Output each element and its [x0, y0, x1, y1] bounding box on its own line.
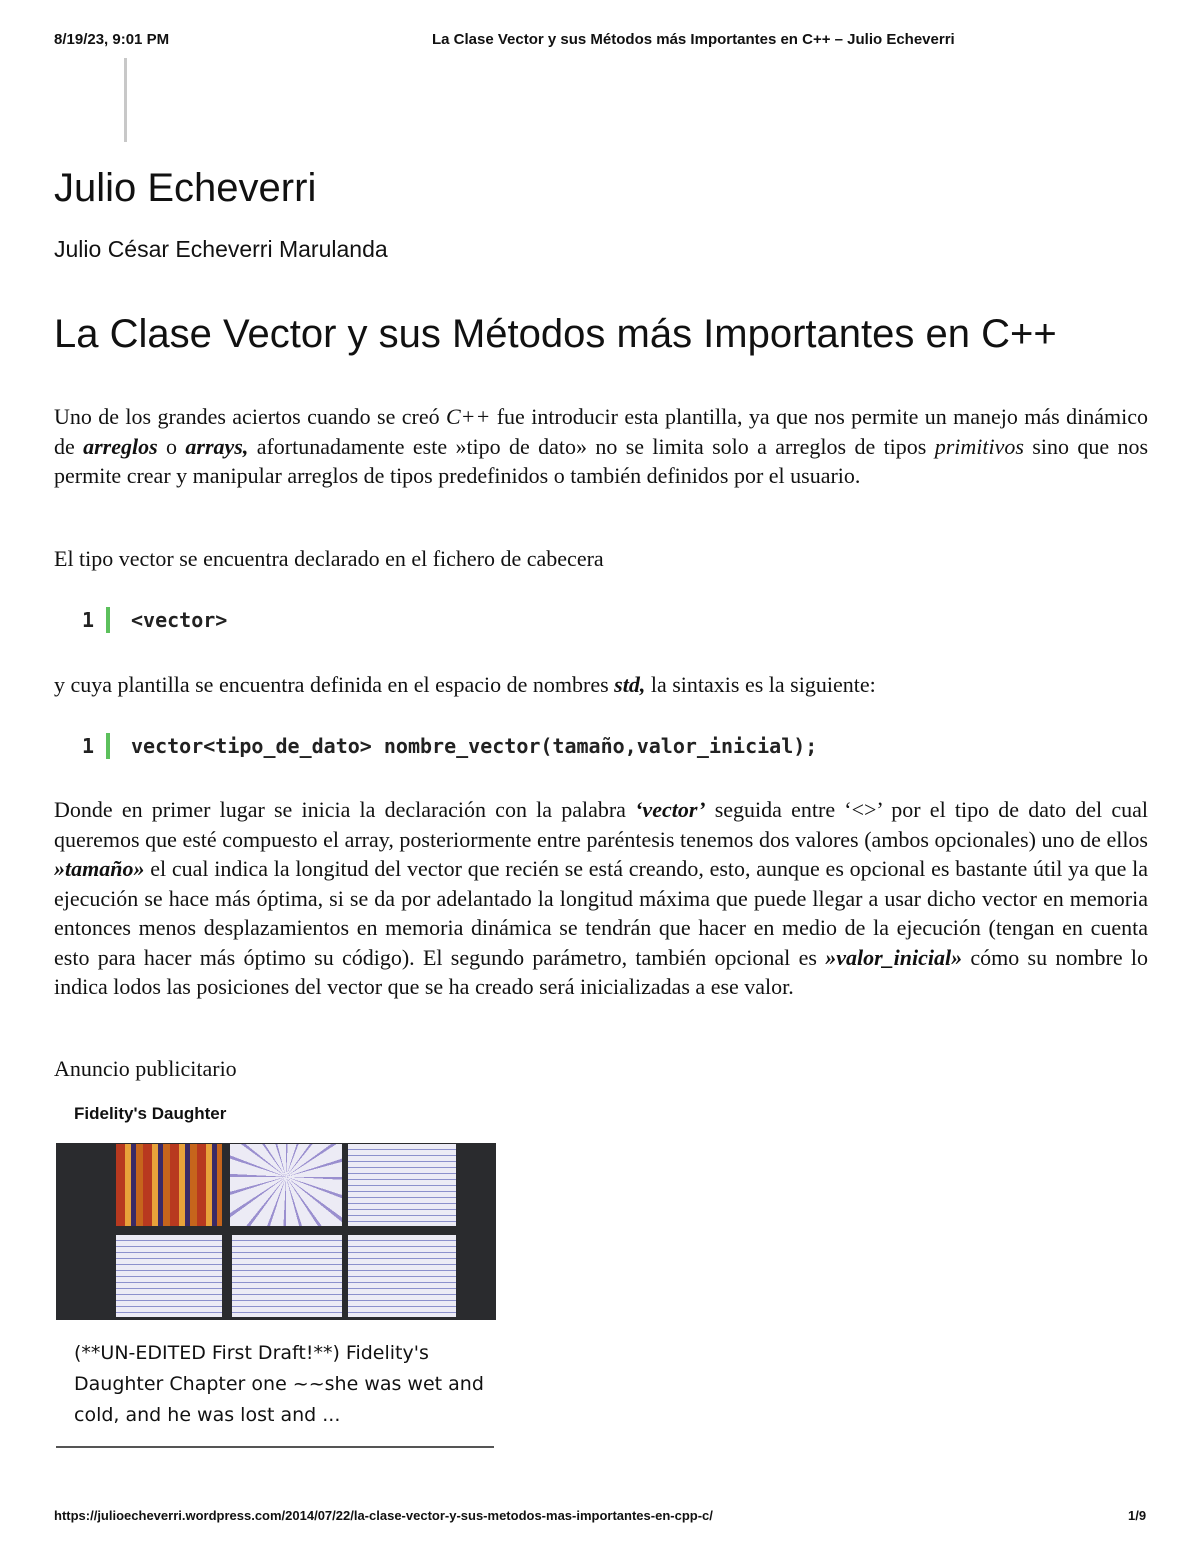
post-title: La Clase Vector y sus Métodos más Importantes en C++	[54, 312, 1057, 356]
p3-text-c: la sintaxis es la siguiente:	[645, 672, 876, 697]
p4-tamano: »tamaño»	[54, 856, 145, 881]
code-line-number: 1	[81, 608, 94, 632]
p1-text-c: fue introducir esta plantilla, ya que nos permite un manejo más dinámico de	[54, 404, 1148, 459]
ad-label: Anuncio publicitario	[54, 1056, 237, 1081]
p1-text-a: Uno de los grandes aciertos cuando se creó	[54, 404, 446, 429]
p1-primitivos: primitivos	[934, 433, 1024, 459]
print-footer-url: https://julioecheverri.wordpress.com/2014/07/22/la-clase-vector-y-sus-metodos-mas-importantes-en-cpp-c/	[54, 1508, 713, 1523]
p3-std: std,	[614, 672, 646, 697]
code-text: <vector>	[131, 608, 228, 632]
p4-vector: ‘vector’	[635, 797, 706, 822]
print-header-datetime: 8/19/23, 9:01 PM	[54, 31, 170, 48]
code-line-number: 1	[81, 734, 94, 758]
code-gutter-bar	[106, 733, 110, 759]
manuscript-tile	[116, 1235, 222, 1317]
p1-arreglos: arreglos	[83, 433, 158, 459]
ad-image[interactable]	[56, 1143, 496, 1320]
code-text: vector<tipo_de_dato> nombre_vector(tamaño,valor_inicial);	[131, 734, 818, 758]
p4-text-c: seguida entre ‘<>’ por el tipo de dato del cual queremos que esté compuesto el array, posteriormente entre paréntesis tenemos dos valores (ambos opcionales) uno de ellos	[54, 797, 1148, 852]
print-header-page-title: La Clase Vector y sus Métodos más Importantes en C++ – Julio Echeverri	[432, 31, 955, 48]
site-title[interactable]: Julio Echeverri	[54, 166, 317, 210]
ad-caption-line: Daughter Chapter one ~~she was wet and	[74, 1373, 484, 1395]
manuscript-tile	[348, 1235, 456, 1317]
p1-text-i: sino que nos permite crear y manipular arreglos de tipos predefinidos o también definidos por el usuario.	[54, 433, 1149, 488]
p3-text-a: y cuya plantilla se encuentra definida en el espacio de nombres	[54, 672, 615, 697]
p4-valor-inicial: »valor_inicial»	[825, 944, 963, 970]
p1-text-e: o	[157, 433, 186, 459]
paragraph-explanation	[54, 795, 1148, 1002]
code-gutter-bar	[106, 607, 110, 633]
manuscript-tile	[230, 1144, 342, 1226]
ad-title[interactable]: Fidelity's Daughter	[74, 1104, 227, 1123]
manuscript-tile	[232, 1235, 342, 1317]
p4-text-g: cómo su nombre lo indica lodos las posiciones del vector que se ha creado será inicializadas a ese valor.	[54, 944, 1148, 999]
manuscript-tile	[348, 1144, 456, 1226]
site-tagline: Julio César Echeverri Marulanda	[54, 236, 388, 262]
header-divider	[124, 58, 127, 142]
code-block-include	[76, 607, 227, 633]
ad-caption-line: cold, and he was lost and ...	[74, 1404, 341, 1426]
paragraph-intro	[54, 402, 1148, 491]
paragraph-syntax	[54, 670, 1148, 700]
p1-text-g: afortunadamente este »tipo de dato» no se limita solo a arreglos de tipos	[248, 433, 935, 459]
code-block-syntax	[76, 733, 817, 759]
ad-divider	[56, 1446, 494, 1448]
p1-cpp: C++	[445, 404, 491, 429]
p1-arrays: arrays,	[185, 433, 249, 459]
paragraph-header-file: El tipo vector se encuentra declarado en el fichero de cabecera	[54, 546, 604, 571]
print-footer-page-number: 1/9	[1128, 1508, 1147, 1523]
stained-glass-tile	[116, 1144, 222, 1226]
p4-text-a: Donde en primer lugar se inicia la declaración con la palabra	[54, 797, 636, 822]
ad-caption[interactable]	[74, 1338, 494, 1431]
ad-caption-line: (**UN-EDITED First Draft!**) Fidelity's	[74, 1342, 429, 1364]
p4-text-e: el cual indica la longitud del vector que recién se está creando, esto, aunque es opcional es bastante útil ya que la ejecución se hace más óptima, si se da por adelantado la longitud máxima que puede llegar a usar dicho vector en memoria entonces menos desplazamientos en memoria dinámica se tendrán que hacer en medio de la ejecución (tengan en cuenta esto para hacer más óptimo su código). El segundo parámetro, también opcional es	[54, 856, 1148, 970]
